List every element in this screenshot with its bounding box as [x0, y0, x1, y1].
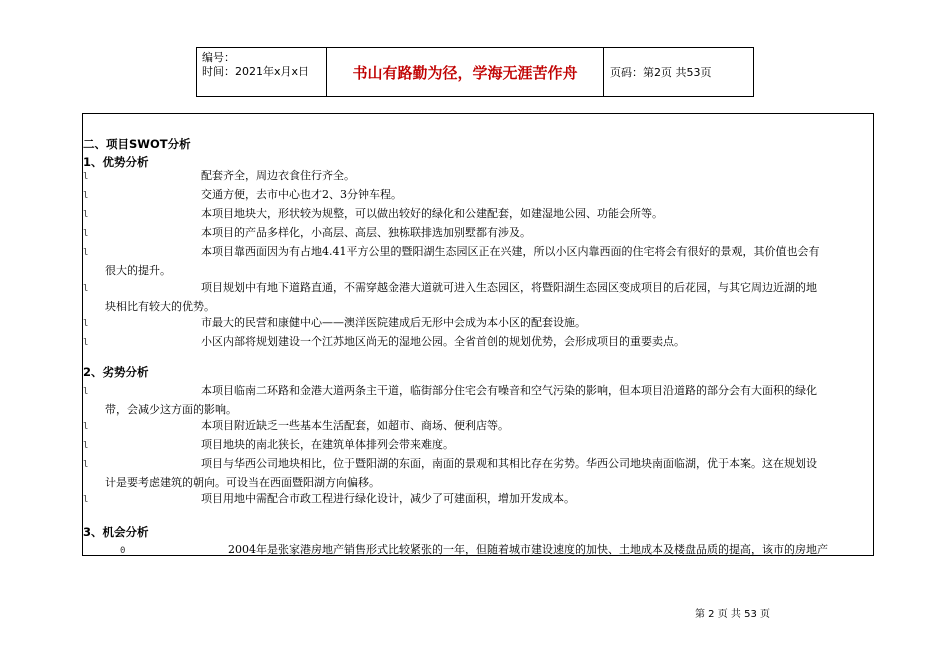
bullet: l — [83, 460, 89, 470]
bullet: l — [83, 387, 89, 397]
bullet: l — [83, 172, 89, 182]
bullet: l — [83, 319, 89, 329]
bullet: l — [83, 441, 89, 451]
strength-line: 市最大的民营和康健中心——澳洋医院建成后无形中会成为本小区的配套设施。 — [201, 316, 586, 329]
strength-line: 交通方便，去市中心也才2、3分钟车程。 — [201, 188, 402, 201]
strength-line-cont: 很大的提升。 — [105, 264, 171, 277]
weakness-line-cont: 计是要考虑建筑的朝向。可设当在西面暨阳湖方向偏移。 — [105, 476, 380, 489]
strength-line: 本项目靠西面因为有占地4.41平方公里的暨阳湖生态园区正在兴建，所以小区内靠西面的住宅将会有很好的景观，其价值也会有 — [201, 245, 820, 258]
strength-line: 配套齐全，周边衣食住行齐全。 — [201, 169, 355, 182]
time-label: 时间：2021年x月x日 — [202, 65, 310, 78]
bullet: l — [83, 248, 89, 258]
bullet: l — [83, 210, 89, 220]
header-motto: 书山有路勤为径，学海无涯苦作舟 — [327, 48, 604, 96]
bullet: 0 — [120, 546, 126, 556]
strength-line: 小区内部将规划建设一个江苏地区尚无的湿地公园。全省首创的规划优势，会形成项目的重要卖点。 — [201, 335, 685, 348]
page-footer: 第 2 页 共 53 页 — [695, 609, 770, 620]
weakness-line: 本项目临南二环路和金港大道两条主干道，临街部分住宅会有噪音和空气污染的影响，但本项目沿道路的部分会有大面积的绿化 — [201, 384, 817, 397]
strength-line: 本项目的产品多样化，小高层、高层、独栋联排选加别墅都有涉及。 — [201, 226, 531, 239]
section-title-strengths: 1、优势分析 — [83, 155, 149, 169]
weakness-line: 项目用地中需配合市政工程进行绿化设计，减少了可建面积，增加开发成本。 — [201, 492, 575, 505]
weakness-line: 项目地块的南北狭长，在建筑单体排列会带来难度。 — [201, 438, 454, 451]
section-title-swot: 二、项目SWOT分析 — [83, 137, 191, 151]
header-info-cell — [197, 48, 327, 96]
weakness-line: 本项目附近缺乏一些基本生活配套，如超市、商场、便利店等。 — [201, 419, 509, 432]
header-page-code: 页码：第2页 共53页 — [610, 66, 712, 79]
bullet: l — [83, 284, 89, 294]
page-header — [196, 47, 754, 97]
document-body — [82, 113, 874, 556]
weakness-line: 项目与华西公司地块相比，位于暨阳湖的东面，南面的景观和其相比存在劣势。华西公司地块南面临湖，优于本案。这在规划设 — [201, 457, 817, 470]
strength-line: 项目规划中有地下道路直通，不需穿越金港大道就可进入生态园区，将暨阳湖生态园区变成项目的后花园，与其它周边近湖的地 — [201, 281, 817, 294]
strength-line: 本项目地块大，形状较为规整，可以做出较好的绿化和公建配套，如建湿地公园、功能会所等。 — [201, 207, 663, 220]
number-label: 编号： — [202, 51, 235, 64]
bullet: l — [83, 495, 89, 505]
bullet: l — [83, 191, 89, 201]
section-title-weaknesses: 2、劣势分析 — [83, 365, 149, 379]
section-title-opportunities: 3、机会分析 — [83, 525, 149, 539]
opportunity-line: 2004年是张家港房地产销售形式比较紧张的一年，但随着城市建设速度的加快、土地成本及楼盘品质的提高，该市的房地产 — [228, 543, 828, 556]
weakness-line-cont: 带，会减少这方面的影响。 — [105, 403, 237, 416]
strength-line-cont: 块相比有较大的优势。 — [105, 300, 215, 313]
bullet: l — [83, 229, 89, 239]
bullet: l — [83, 338, 89, 348]
bullet: l — [83, 422, 89, 432]
